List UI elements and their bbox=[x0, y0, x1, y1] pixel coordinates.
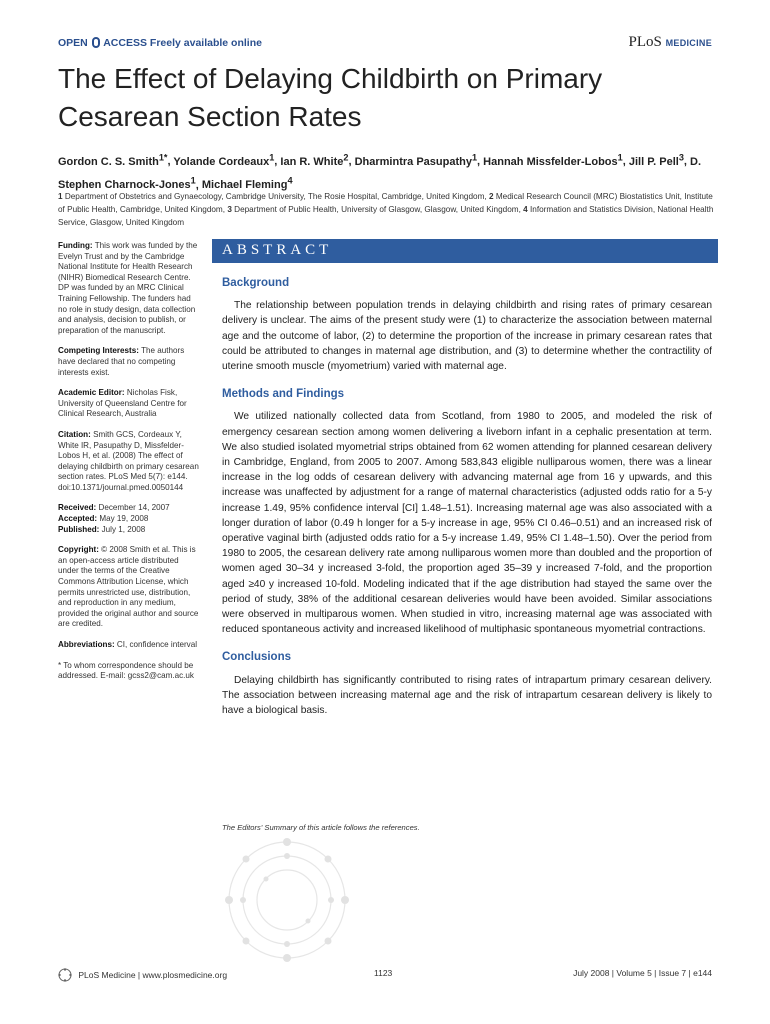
open-lock-icon bbox=[92, 37, 100, 48]
journal-logo: PLoS MEDICINE bbox=[628, 34, 712, 50]
author: Dharmintra Pasupathy$^1$ bbox=[354, 152, 478, 168]
journal-url: PLoS Medicine | www.plosmedicine.org bbox=[78, 970, 228, 980]
section-text: We utilized nationally collected data from Scotland, from 1980 to 2005, and modeled the risk of emergency cesarean section among women delivering a liveborn infant in a cephalic presentation at term. We also studied isolated myometrial strips obtained from 62 women attending for planned cesarean delivery in Cambridge, England, from 2005 to 2007. Among 583,843 eligible nulliparous women, there was a linear increase in the log odds of cesarean delivery with advancing maternal age from 16 y upwards, and this increase was unaffected by adjustment for a range of maternal characteristics (adjusted odds ratio for a 5-y increase 1.49, 95% confidence interval [CI] 1.48–1.51). Increasing maternal age was also associated with a longer duration of labor (0.49 h longer for a 5-y increase in age, 95% CI 0.46–0.51) and an increased risk of operative vaginal birth (adjusted odds ratio for a 5-y increase 1.49, 95% CI 1.48–1.50). Over the period from 1980 to 2005, the cesarean delivery rate among nulliparous women more than doubled and the proportion of women aged 30–34 y increased 3-fold, the proportion aged 35–39 y increased 7-fold, and the proportion aged ≥40 y increased 10-fold. Modeling indicated that if the age distribution had stayed the same over the period of study, 38% of the additional cesarean deliveries would have been avoided. Similar associations were observed in multiparous women. When studied in vitro, increasing maternal age was associated with reduced spontaneous activity and increased likelihood of multiphasic spontaneous myometrial contractions. bbox=[222, 411, 712, 636]
author: Michael Fleming$^4$ bbox=[201, 175, 293, 192]
section-heading: Conclusions bbox=[222, 651, 292, 664]
citation-note: Citation: Smith GCS, Cordeaux Y, White IR, Pasupathy D, Missfelder-Lobos H, et al. (2008) The effect of delaying childbirth on primary cesarean section rates. PLoS Med 5(7): e144. doi:10.1371/journal.pmed.0050144 bbox=[58, 429, 199, 492]
author: D. Stephen Charnock-Jones$^1$ bbox=[58, 155, 702, 192]
article-title: The Effect of Delaying Childbirth on Primary Cesarean Section Rates bbox=[58, 63, 603, 132]
author-list: Gordon C. S. Smith$^{1*}$, Yolande Cordeaux$^1$, Ian R. White$^2$, Dharmintra Pasupathy$^1$, Hannah Missfelder-Lobos$^1$, Jill P. Pell$^3$, D. Stephen Charnock-Jones$^1$, Michael Fleming$^4$ bbox=[58, 152, 702, 192]
section-text: Delaying childbirth has significantly contributed to rising rates of intrapartum primary cesarean delivery. The association between increasing maternal age and the risk of intrapartum cesarean delivery is likely to have a biological basis. bbox=[222, 674, 712, 717]
page-number: 1123 bbox=[374, 968, 393, 978]
competing-interests-note: Competing Interests: The authors have declared that no competing interests exist. bbox=[58, 346, 185, 377]
author: Hannah Missfelder-Lobos$^1$ bbox=[483, 152, 623, 168]
author: Jill P. Pell$^3$ bbox=[628, 152, 684, 168]
abstract-header: ABSTRACT bbox=[212, 239, 718, 263]
funding-note: Funding: This work was funded by the Evelyn Trust and by the Cambridge National Institute for Health Research (NIHR) Biomedical Research Centre. DP was funded by an MRC Clinical Training Fellowship. The funders had no role in study design, data collection and analysis, decision to publish, or preparation of the manuscript. bbox=[58, 241, 198, 335]
abbreviations-note: Abbreviations: CI, confidence interval bbox=[58, 640, 198, 649]
section-text: The relationship between population trends in delaying childbirth and rising rates of primary cesarean delivery is unclear. The aims of the present study were (1) to characterize the association between maternal age and the outcome of labor, (2) to determine the proportion of the increase in primary cesarean rates that could be attributed to changes in maternal age distribution, and (3) to determine whether the contractility of uterine smooth muscle (myometrium) varied with maternal age. bbox=[222, 300, 712, 373]
academic-editor-note: Academic Editor: Nicholas Fisk, University of Queensland Centre for Clinical Research, Australia bbox=[58, 388, 187, 419]
plos-logo-icon bbox=[58, 968, 72, 982]
issue-info: July 2008 | Volume 5 | Issue 7 | e144 bbox=[573, 968, 712, 978]
plos-watermark-icon bbox=[223, 836, 351, 964]
page-footer bbox=[58, 968, 712, 984]
journal-header bbox=[58, 34, 712, 54]
editors-summary-note: The Editors' Summary of this article follows the references. bbox=[222, 823, 420, 832]
section-heading: Methods and Findings bbox=[222, 388, 345, 401]
author: Yolande Cordeaux$^1$ bbox=[173, 152, 275, 168]
abstract-body bbox=[222, 276, 712, 731]
affiliations: 1 Department of Obstetrics and Gynaecology, Cambridge University, The Rosie Hospital, Cambridge, United Kingdom, 2 Medical Research Council (MRC) Biostatistics Unit, Institute of Public Health, Cambridge, United Kingdom, 3 Department of Public Health, University of Glasgow, Glasgow, United Kingdom, 4 Information and Statistics Division, National Health Service, Glasgow, United Kingdom bbox=[58, 192, 714, 227]
author: Ian R. White$^2$ bbox=[280, 152, 349, 168]
copyright-note: Copyright: © 2008 Smith et al. This is an open-access article distributed under the terms of the Creative Commons Attribution License, which permits unrestricted use, distribution, and reproduction in any medium, provided the original author and source are credited. bbox=[58, 545, 199, 629]
correspondence-note: * To whom correspondence should be addressed. E-mail: gcss2@cam.ac.uk bbox=[58, 660, 194, 681]
dates-block: Received: December 14, 2007 Accepted: May 19, 2008 Published: July 1, 2008 bbox=[58, 503, 170, 534]
author: Gordon C. S. Smith$^{1*}$ bbox=[58, 152, 168, 168]
freely-available-text: Freely available online bbox=[149, 37, 262, 49]
open-access-badge: OPEN ACCESS Freely available online bbox=[58, 37, 262, 49]
section-heading: Background bbox=[222, 277, 290, 289]
article-info-sidebar bbox=[58, 241, 200, 692]
